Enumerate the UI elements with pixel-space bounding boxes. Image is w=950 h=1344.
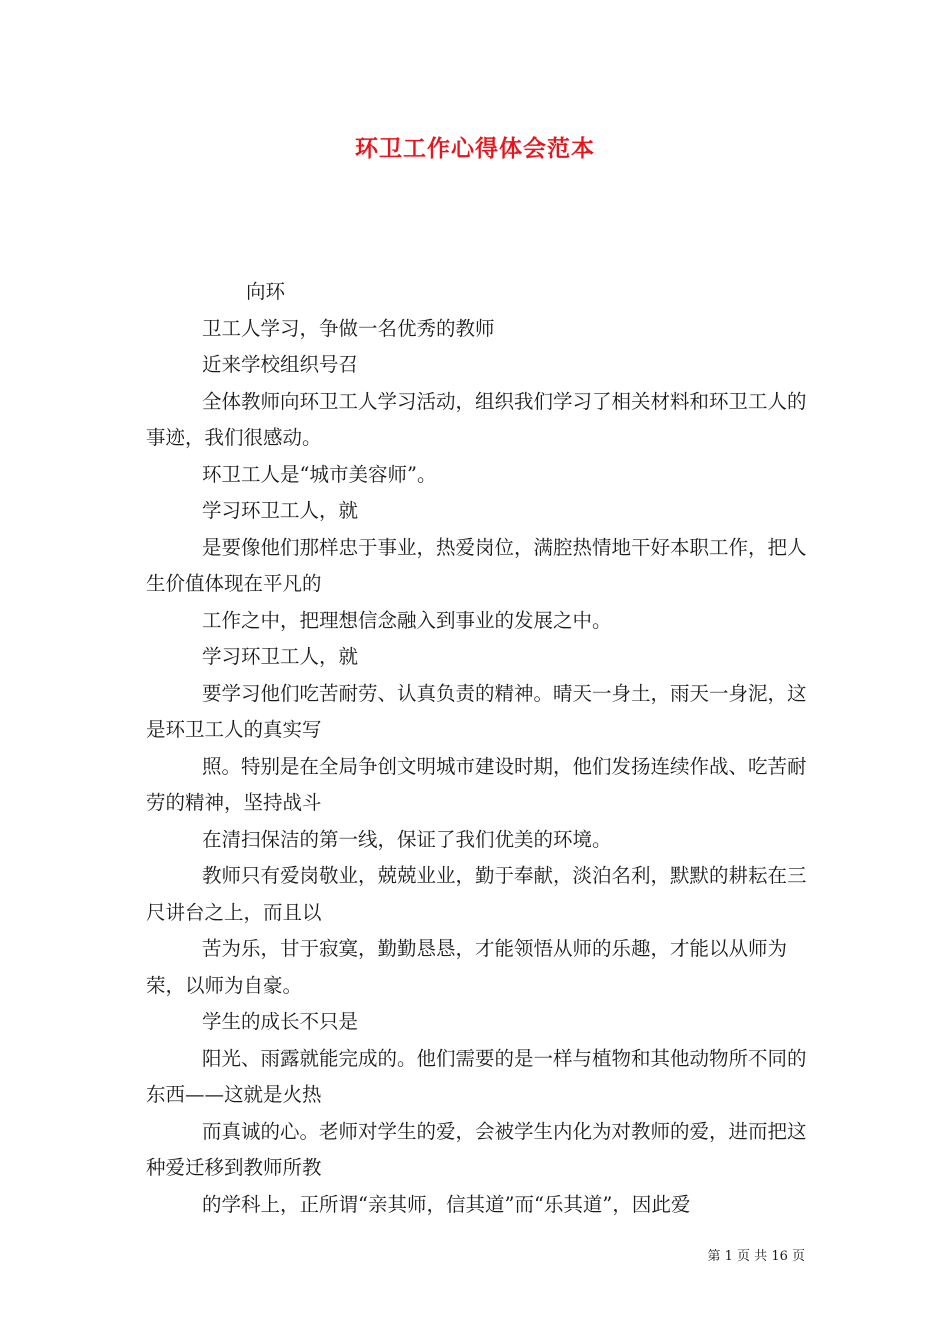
paragraph: 近来学校组织号召 [202,353,359,376]
page-number: 第 1 页 共 16 页 [707,1249,805,1264]
paragraph: 学生的成长不只是 [202,1010,359,1033]
paragraph: 全体教师向环卫工人学习活动，组织我们学习了相关材料和环卫工人的事迹，我们很感动。 [146,389,807,449]
paragraph: 要学习他们吃苦耐劳、认真负责的精神。晴天一身土，雨天一身泥，这是环卫工人的真实写 [146,681,807,741]
document-body [146,274,811,1223]
paragraph: 教师只有爱岗敬业，兢兢业业，勤于奉献，淡泊名利，默默的耕耘在三尺讲台之上，而且以 [146,864,807,924]
paragraph: 的学科上，正所谓“亲其师，信其道”而“乐其道”，因此爱 [202,1192,691,1216]
paragraph: 向环 [246,280,286,303]
paragraph: 学习环卫工人，就 [202,645,359,668]
paragraph: 学习环卫工人，就 [202,499,359,522]
paragraph: 阳光、雨露就能完成的。他们需要的是一样与植物和其他动物所不同的东西——这就是火热 [146,1046,807,1106]
paragraph: 而真诚的心。老师对学生的爱，会被学生内化为对教师的爱，进而把这种爱迁移到教师所教 [146,1119,807,1179]
paragraph: 卫工人学习，争做一名优秀的教师 [202,316,495,340]
paragraph: 照。特别是在全局争创文明城市建设时期，他们发扬连续作战、吃苦耐劳的精神，坚持战斗 [146,754,807,814]
document-title: 环卫工作心得体会范本 [355,135,595,162]
paragraph: 环卫工人是“城市美容师”。 [202,462,437,486]
paragraph: 苦为乐，甘于寂寞，勤勤恳恳，才能领悟从师的乐趣，才能以从师为荣，以师为自豪。 [146,937,788,997]
paragraph: 是要像他们那样忠于事业，热爱岗位，满腔热情地干好本职工作，把人生价值体现在平凡的 [146,535,807,595]
paragraph: 工作之中，把理想信念融入到事业的发展之中。 [202,608,612,632]
paragraph: 在清扫保洁的第一线，保证了我们优美的环境。 [202,827,612,851]
